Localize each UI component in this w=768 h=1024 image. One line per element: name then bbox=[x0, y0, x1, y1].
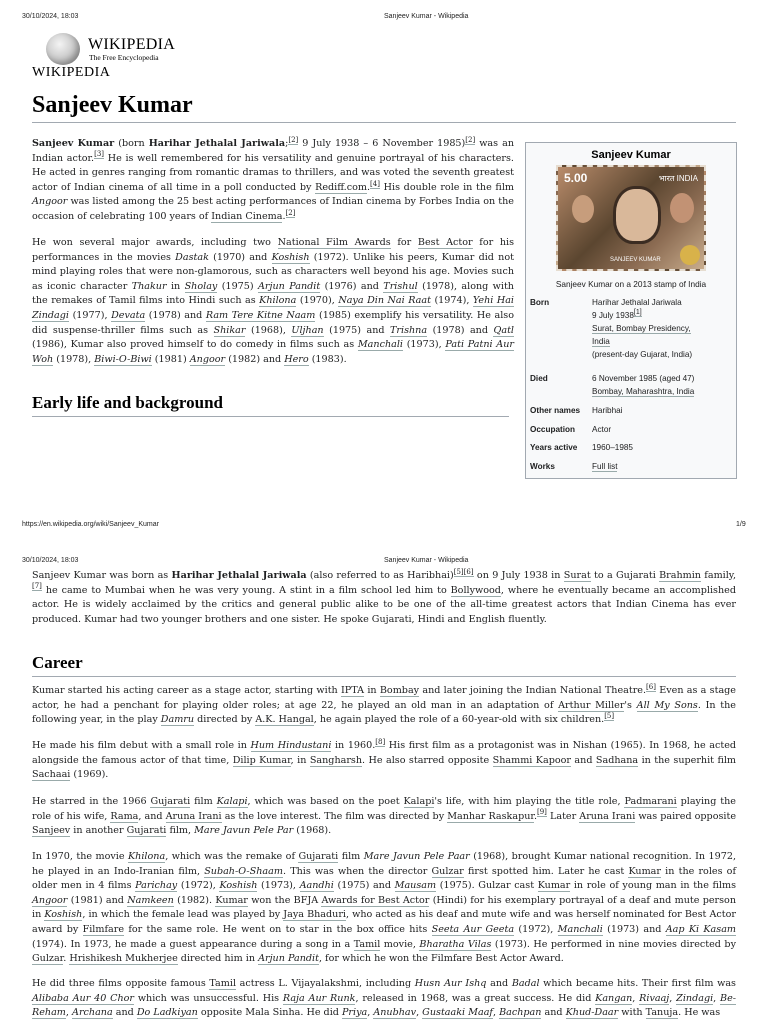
career-paragraph-1: Kumar started his acting career as a stage actor, starting with IPTA in Bombay and later joining the Indian National Theatre.[6] Even as a stage actor, he had a penchant for playing older roles; at age 22, he played an old man in an adaptation of Arthur Miller's All My Sons. In the following year, in the play Damru directed by A.K. Hangal, he again played the role of a 60-year-old with six children.[5] bbox=[32, 682, 736, 726]
career-paragraph-2: He made his film debut with a small role in Hum Hindustani in 1960.[8] His first film as a protagonist was in Nishan (1965). In 1968, he acted alongside the famous actor of that time, Dilip Kumar, in Sangharsh. He also starred opposite Shammi Kapoor and Sadhana in the superhit film Sachaai (1969). bbox=[32, 737, 737, 781]
died-place-link[interactable]: Bombay, Maharashtra, India bbox=[592, 387, 695, 396]
print-date: 30/10/2024, 18:03 bbox=[22, 557, 79, 564]
heading-career: Career bbox=[32, 653, 83, 672]
print-page-number: 1/9 bbox=[736, 521, 746, 528]
other-names-value: Haribhai bbox=[592, 406, 623, 415]
died-label: Died bbox=[530, 374, 548, 383]
years-active-value: 1960–1985 bbox=[592, 443, 633, 452]
occupation-value: Actor bbox=[592, 425, 612, 434]
print-url: https://en.wikipedia.org/wiki/Sanjeev_Kumar bbox=[22, 521, 159, 528]
works-label: Works bbox=[530, 462, 555, 471]
stamp-country: भारत INDIA bbox=[658, 174, 698, 183]
print-title: Sanjeev Kumar - Wikipedia bbox=[384, 13, 469, 20]
wikipedia-logo[interactable] bbox=[32, 33, 192, 83]
died-value bbox=[592, 372, 694, 398]
stamp-name: SANJEEV KUMAR bbox=[610, 257, 661, 263]
portrait-figure bbox=[670, 193, 694, 223]
print-title: Sanjeev Kumar - Wikipedia bbox=[384, 557, 469, 564]
born-label: Born bbox=[530, 298, 550, 307]
born-value bbox=[592, 296, 692, 361]
infobox bbox=[525, 142, 737, 479]
born-present: (present-day Gujarat, India) bbox=[592, 350, 693, 359]
died-date: 6 November 1985 (aged 47) bbox=[592, 374, 695, 383]
logo-title: WIKIPEDIA bbox=[88, 36, 176, 53]
occupation-label: Occupation bbox=[530, 425, 576, 434]
born-date: 9 July 1938 bbox=[592, 311, 634, 320]
career-rule bbox=[32, 676, 736, 677]
logo-tagline: The Free Encyclopedia bbox=[89, 53, 159, 62]
print-date: 30/10/2024, 18:03 bbox=[22, 13, 79, 20]
born-name: Harihar Jethalal Jariwala bbox=[592, 298, 682, 307]
born-country-link[interactable]: India bbox=[592, 337, 610, 346]
infobox-title: Sanjeev Kumar bbox=[591, 149, 671, 161]
career-paragraph-4: In 1970, the movie Khilona, which was the remake of Gujarati film Mare Javun Pele Paar (1968), brought Kumar national recognition. In 1972, he played in an Indo-Iranian film, Subah-O-Shaam. This was when the director Gulzar first spotted him. Later he cast Kumar in the roles of older men in 4 films Parichay (1972), Koshish (1973), Aandhi (1975) and Mausam (1975). Gulzar cast Kumar in role of young man in the films Angoor (1981) and Namkeen (1982). Kumar won the BFJA Awards for Best Actor (Hindi) for his exemplary portrayal of a deaf and mute person in Koshish, in which the female lead was played by Jaya Bhaduri, who acted as his deaf and mute wife and was herself nominated for Best Actor award by Filmfare for the same role. He went on to star in the box office hits Seeta Aur Geeta (1972), Manchali (1973) and Aap Ki Kasam (1974). In 1973, he made a guest appearance during a song in a Tamil movie, Bharatha Vilas (1973). He performed in nine movies directed by Gulzar. Hrishikesh Mukherjee directed him in Arjun Pandit, for which he won the Filmfare Best Actor Award. bbox=[32, 851, 737, 965]
career-paragraph-5: He did three films opposite famous Tamil actress L. Vijayalakshmi, including Husn Aur Ishq and Badal which became hits. Their first film was Alibaba Aur 40 Chor which was unsuccessful. His Raja Aur Runk, released in 1968, was a great success. He did Kangan, Rivaaj, Zindagi, Be-Reham, Archana and Do Ladkiyan opposite Mala Sinha. He did Priya, Anubhav, Gustaaki Maaf, Bachpan and Khud-Daar with Tanuja. He was bbox=[32, 978, 737, 1019]
page-title: Sanjeev Kumar bbox=[32, 92, 193, 118]
portrait-face bbox=[616, 189, 658, 241]
other-names-label: Other names bbox=[530, 406, 581, 415]
awards-paragraph: He won several major awards, including two National Film Awards for Best Actor for his performances in the movies Dastak (1970) and Koshish (1972). Unlike his peers, Kumar did not mind playing roles that were non-glamorous, such as characters well beyond his age. Movies such as iconic character Thakur in Sholay (1975) Arjun Pandit (1976) and Trishul (1978), along with the remakes of Tamil films into Hindi such as Khilona (1970), Naya Din Nai Raat (1974), Yehi Hai Zindagi (1977), Devata (1978) and Ram Tere Kitne Naam (1985) exemplify his versatility. He also did suspense-thriller films such as Shikar (1968), Uljhan (1975) and Trishna (1978) and Qatl (1986), Kumar also proved himself to do comedy in films such as Manchali (1973), Pati Patni Aur Woh (1978), Biwi-O-Biwi (1981) Angoor (1982) and Hero (1983). bbox=[32, 237, 515, 365]
years-active-label: Years active bbox=[530, 443, 578, 452]
early-life-rule bbox=[32, 416, 509, 417]
born-ref-link[interactable]: [1] bbox=[633, 309, 642, 317]
early-life-paragraph: Sanjeev Kumar was born as Harihar Jethalal Jariwala (also referred to as Haribhai)[5][6] on 9 July 1938 in Surat to a Gujarati Brahmin family,[7] he came to Mumbai when he was very young. A stint in a film school led him to Bollywood, where he eventually became an accomplished actor. He is widely acclaimed by the critics and general public alike to be one of the all-time greatest actors that Indian Cinema has ever produced. Kumar had two younger brothers and one sister. He spoke Gujarati, Hindi and English fluently. bbox=[32, 567, 737, 625]
stamp-value: 5.00 bbox=[564, 171, 588, 185]
globe-icon bbox=[46, 33, 80, 65]
heading-early-life: Early life and background bbox=[32, 393, 223, 412]
born-place-link[interactable]: Surat, Bombay Presidency, bbox=[592, 324, 691, 333]
works-link[interactable]: Full list bbox=[592, 462, 618, 471]
stamp-image[interactable] bbox=[556, 165, 706, 271]
career-paragraph-3: He starred in the 1966 Gujarati film Kalapi, which was based on the poet Kalapi's life, with him playing the title role, Padmarani playing the role of his wife, Rama, and Aruna Irani as the love interest. The film was directed by Manhar Raskapur.[9] Later Aruna Irani was paired opposite Sanjeev in another Gujarati film, Mare Javun Pele Par (1968). bbox=[32, 796, 737, 837]
medal-icon bbox=[680, 245, 700, 265]
lead-paragraph: Sanjeev Kumar (born Harihar Jethalal Jariwala;[2] 9 July 1938 – 6 November 1985)[2] was an Indian actor.[3] He is well remembered for his versatility and genuine portrayal of his characters. He acted in genres ranging from romantic dramas to thrillers, and was voted the seventh greatest actor of Indian cinema of all time in a poll conducted by Rediff.com.[4] His double role in the film Angoor was listed among the 25 best acting performances of Indian cinema by Forbes India on the occasion of celebrating 100 years of Indian Cinema.[2] bbox=[32, 135, 514, 222]
stamp-caption: Sanjeev Kumar on a 2013 stamp of India bbox=[555, 279, 707, 289]
logo-wordmark: WIKIPEDIA bbox=[32, 65, 111, 80]
portrait-figure bbox=[572, 195, 594, 223]
title-rule bbox=[32, 122, 736, 123]
